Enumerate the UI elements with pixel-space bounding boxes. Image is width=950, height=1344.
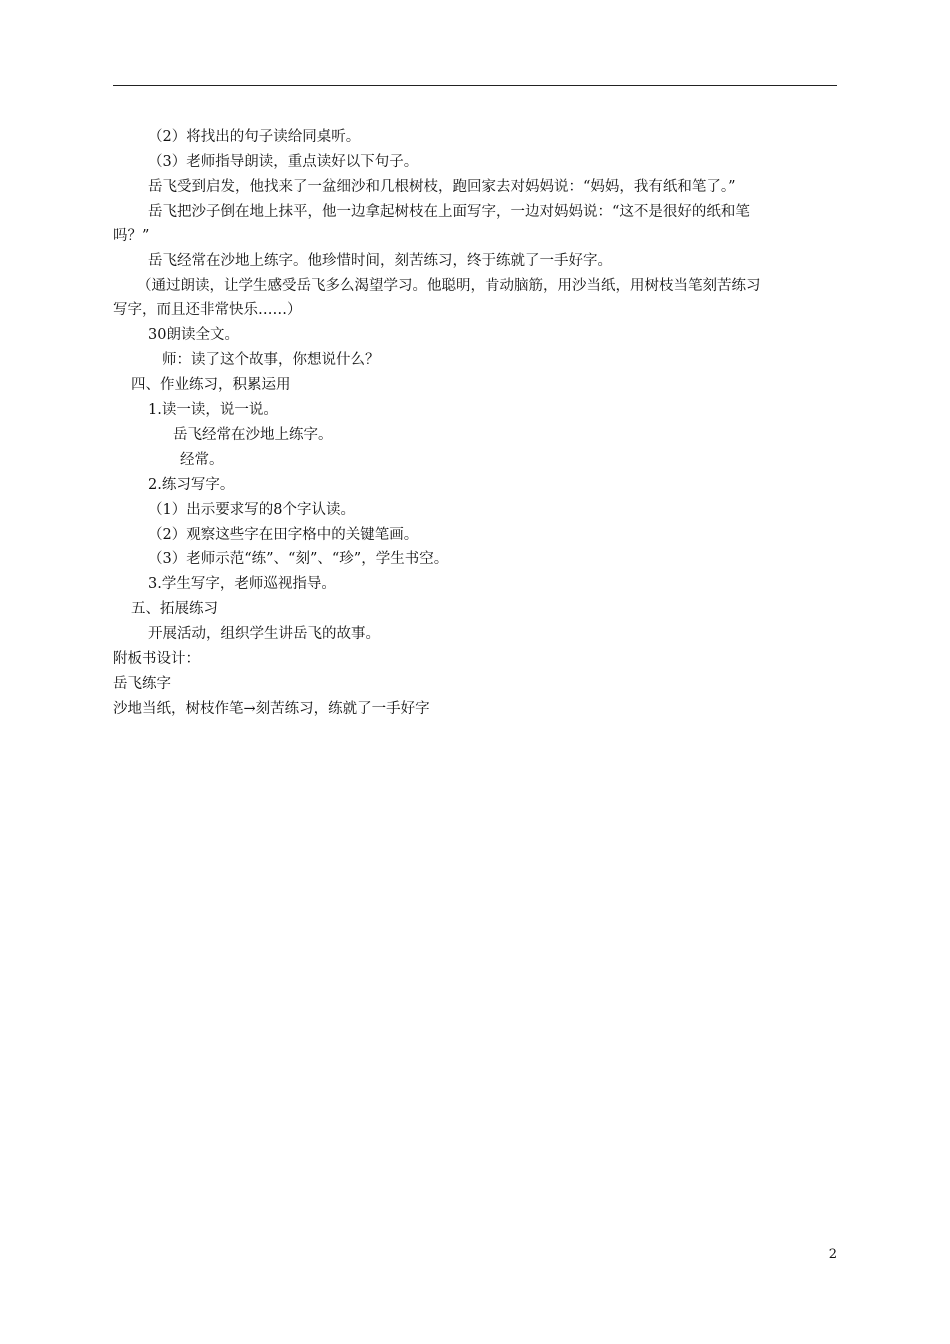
text-line: 吗？”	[113, 228, 150, 244]
header-rule	[113, 85, 837, 86]
text-line: 岳飞经常在沙地上练字。	[173, 427, 333, 443]
text-line: 岳飞受到启发，他找来了一盆细沙和几根树枝，跑回家去对妈妈说：“妈妈，我有纸和笔了。”	[148, 179, 736, 195]
text-line: 师：读了这个故事，你想说什么？	[162, 352, 380, 368]
text-line: （3）老师示范“练”、“刻”、“珍”，学生书空。	[148, 551, 449, 567]
text-line: 2.练习写字。	[148, 477, 235, 493]
text-line: 岳飞经常在沙地上练字。他珍惜时间，刻苦练习，终于练就了一手好字。	[148, 253, 612, 269]
text-line: （2）观察这些字在田字格中的关键笔画。	[148, 527, 419, 543]
board-summary: 沙地当纸，树枝作笔→刻苦练习，练就了一手好字	[113, 701, 430, 717]
text-line: 1.读一读，说一说。	[148, 402, 278, 418]
section-heading: 四、作业练习，积累运用	[131, 377, 291, 393]
text-line: （3）老师指导朗读，重点读好以下句子。	[148, 154, 419, 170]
text-line: 开展活动，组织学生讲岳飞的故事。	[148, 626, 380, 642]
text-line: 30朗读全文。	[148, 327, 239, 343]
text-line: 写字，而且还非常快乐……）	[113, 302, 302, 318]
board-design-heading: 附板书设计：	[113, 651, 200, 667]
page-number: 2	[828, 1247, 837, 1262]
text-line: 经常。	[180, 452, 224, 468]
text-line: （2）将找出的句子读给同桌听。	[148, 129, 361, 145]
text-line: 3.学生写字，老师巡视指导。	[148, 576, 336, 592]
text-line: （通过朗读，让学生感受岳飞多么渴望学习。他聪明，肯动脑筋，用沙当纸，用树枝当笔刻苦练习	[137, 278, 761, 294]
section-heading: 五、拓展练习	[131, 601, 218, 617]
text-line: （1）出示要求写的8个字认读。	[148, 502, 355, 518]
board-title: 岳飞练字	[113, 676, 171, 692]
text-line: 岳飞把沙子倒在地上抹平，他一边拿起树枝在上面写字，一边对妈妈说：“这不是很好的纸和笔	[148, 204, 750, 220]
